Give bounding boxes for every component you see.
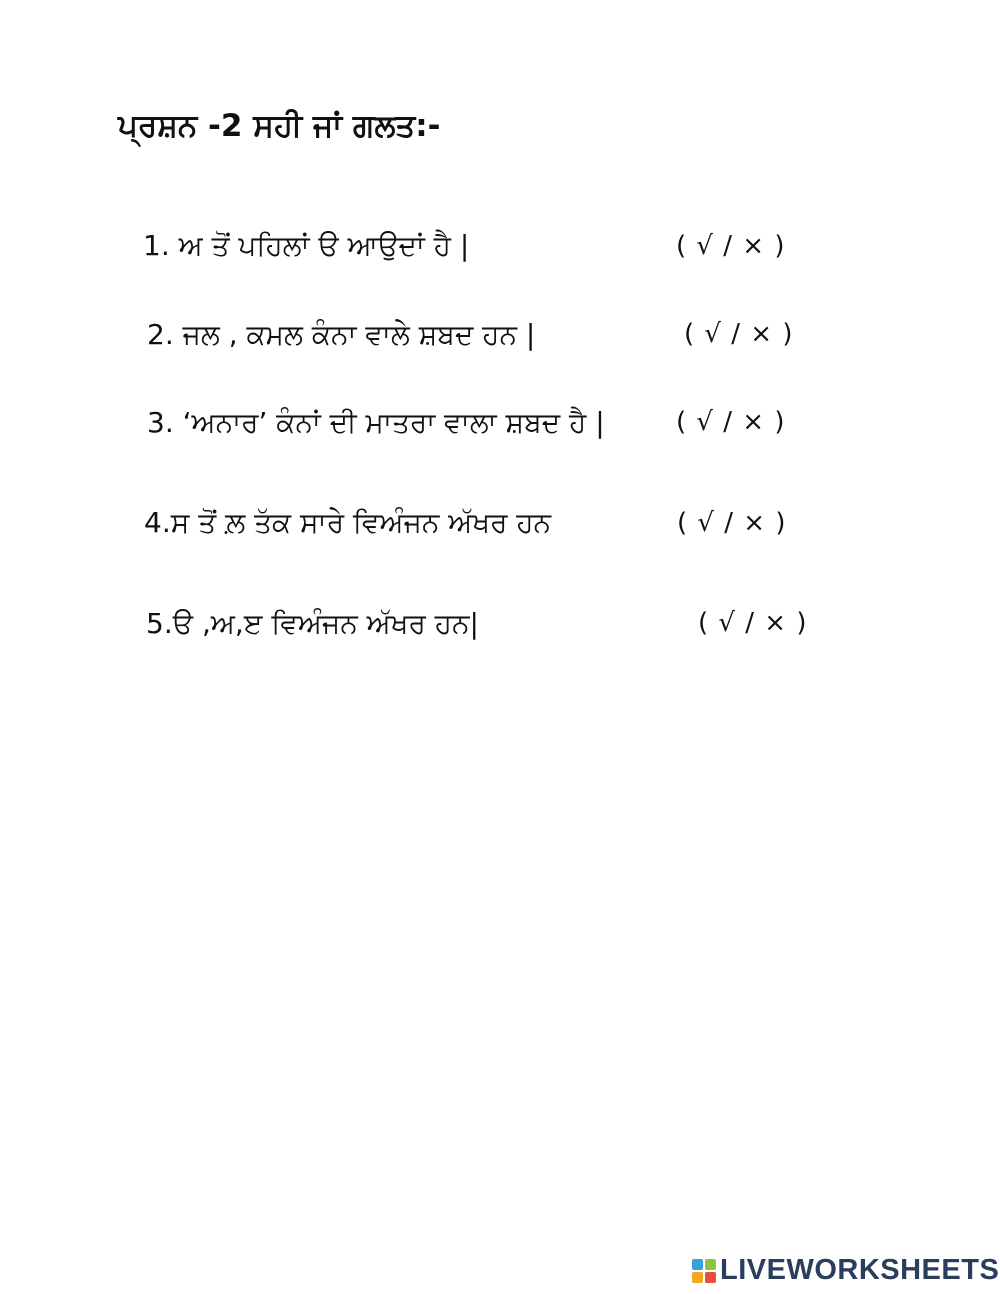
true-false-choice-3	[676, 407, 785, 438]
question-3: 3. ‘ਅਨਾਰ’ ਕੰਨਾਂ ਦੀ ਮਾਤਰਾ ਵਾਲਾ ਸ਼ਬਦ ਹੈ |	[147, 406, 605, 439]
logo-square	[705, 1259, 716, 1270]
open-paren: (	[676, 231, 687, 261]
separator: /	[723, 407, 733, 437]
false-option[interactable]: ×	[743, 508, 766, 538]
open-paren: (	[684, 319, 695, 349]
false-option[interactable]: ×	[742, 407, 765, 437]
open-paren: (	[698, 608, 709, 638]
close-paren: )	[774, 231, 785, 261]
true-false-choice-5	[698, 608, 807, 639]
logo-square	[692, 1272, 703, 1283]
true-option[interactable]: √	[697, 508, 714, 538]
false-option[interactable]: ×	[750, 319, 773, 349]
separator: /	[723, 231, 733, 261]
separator: /	[724, 508, 734, 538]
close-paren: )	[774, 407, 785, 437]
close-paren: )	[775, 508, 786, 538]
question-5: 5.ੳ ,ਅ,ੲ ਵਿਅੰਜਨ ਅੱਖਰ ਹਨ|	[146, 607, 479, 640]
liveworksheets-brand	[692, 1254, 999, 1287]
true-false-choice-2	[684, 319, 793, 350]
close-paren: )	[782, 319, 793, 349]
true-false-choice-4	[677, 508, 786, 539]
true-option[interactable]: √	[696, 407, 713, 437]
question-4: 4.ਸ ਤੋਂ ਲ਼ ਤੱਕ ਸਾਰੇ ਵਿਅੰਜਨ ਅੱਖਰ ਹਨ	[144, 506, 552, 539]
false-option[interactable]: ×	[742, 231, 765, 261]
separator: /	[745, 608, 755, 638]
close-paren: )	[796, 608, 807, 638]
logo-square	[692, 1259, 703, 1270]
question-2: 2. ਜਲ , ਕਮਲ ਕੰਨਾ ਵਾਲੇ ਸ਼ਬਦ ਹਨ |	[147, 318, 536, 351]
separator: /	[731, 319, 741, 349]
liveworksheets-logo-icon	[692, 1259, 716, 1283]
true-false-choice-1	[676, 231, 785, 262]
page-title: ਪ੍ਰਸ਼ਨ -2 ਸਹੀ ਜਾਂ ਗਲਤ:-	[118, 108, 441, 144]
brand-name: LIVEWORKSHEETS	[720, 1254, 1000, 1286]
true-option[interactable]: √	[704, 319, 721, 349]
question-1: 1. ਅ ਤੋਂ ਪਹਿਲਾਂ ੳ ਆਉਦਾਂ ਹੈ |	[143, 229, 470, 262]
open-paren: (	[677, 508, 688, 538]
true-option[interactable]: √	[696, 231, 713, 261]
logo-square	[705, 1272, 716, 1283]
open-paren: (	[676, 407, 687, 437]
false-option[interactable]: ×	[764, 608, 787, 638]
true-option[interactable]: √	[718, 608, 735, 638]
